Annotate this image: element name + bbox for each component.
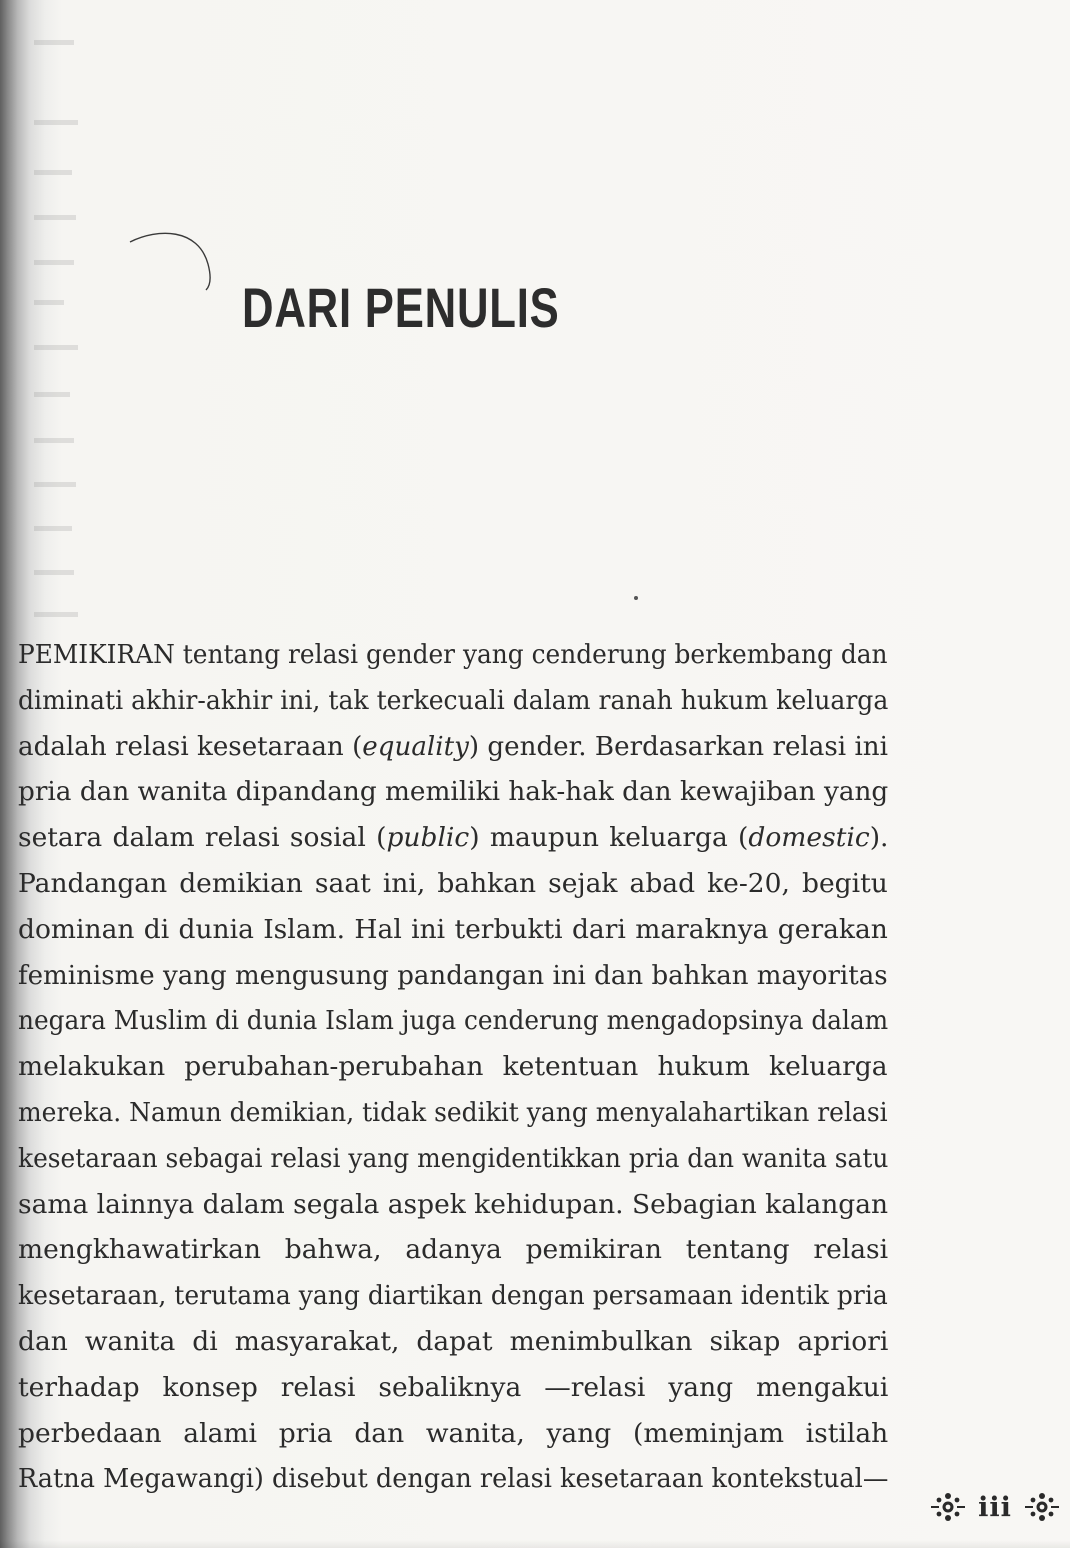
text-segment: ) maupun keluarga ( [469, 822, 749, 854]
text-line [18, 1090, 888, 1136]
text-segment: kesetaraan sebagai relasi yang mengidentikkan pria dan wanita satu [18, 1142, 889, 1174]
paper-crease-mark [128, 224, 228, 304]
text-segment: diminati akhir-akhir ini, tak terkecuali dalam ranah hukum keluarga [18, 684, 889, 716]
text-line [18, 1365, 888, 1411]
text-line [18, 1456, 888, 1502]
text-line [18, 861, 888, 907]
text-line [18, 632, 888, 678]
text-segment: dan wanita di masyarakat, dapat menimbulkan sikap apriori [18, 1325, 889, 1357]
text-line [18, 1136, 888, 1182]
text-segment: dominan di dunia Islam. Hal ini terbukti dari maraknya gerakan [18, 913, 888, 945]
text-segment: terhadap konsep relasi sebaliknya —relasi yang mengakui [18, 1371, 889, 1403]
text-segment: sama lainnya dalam segala aspek kehidupan. Sebagian kalangan [18, 1188, 889, 1220]
page-edge-shadow [0, 1540, 1070, 1548]
text-line [18, 953, 888, 999]
text-line [18, 678, 888, 724]
body-paragraph [18, 632, 888, 1502]
text-segment: PEMIKIRAN tentang relasi gender yang cenderung berkembang dan [18, 639, 888, 670]
text-segment: pria dan wanita dipandang memiliki hak-hak dan kewajiban yang [18, 776, 889, 808]
text-segment: Ratna Megawangi) disebut dengan relasi kesetaraan kontekstual— [18, 1463, 889, 1495]
text-line [18, 1273, 888, 1319]
text-line [18, 907, 888, 953]
ink-speck [634, 596, 638, 600]
text-line [18, 724, 888, 770]
text-segment: melakukan perubahan-perubahan ketentuan hukum keluarga [18, 1051, 888, 1083]
italic-term: equality [362, 730, 469, 762]
text-segment: feminisme yang mengusung pandangan ini dan bahkan mayoritas [18, 959, 888, 991]
text-segment: mereka. Namun demikian, tidak sedikit yang menyalahartikan relasi [18, 1096, 888, 1128]
text-segment: negara Muslim di dunia Islam juga cenderung mengadopsinya dalam [18, 1005, 889, 1037]
page-footer [930, 1487, 1060, 1527]
text-segment: Pandangan demikian saat ini, bahkan sejak abad ke-20, begitu [18, 867, 888, 899]
text-line [18, 1044, 888, 1090]
italic-term: domestic [748, 822, 870, 854]
text-line [18, 815, 888, 861]
text-segment: perbedaan alami pria dan wanita, yang (meminjam istilah [18, 1417, 889, 1449]
text-segment: kesetaraan, terutama yang diartikan dengan persamaan identik pria [18, 1280, 888, 1312]
text-line [18, 1319, 888, 1365]
text-segment: ). [869, 822, 889, 854]
text-segment: ) gender. Berdasarkan relasi ini [468, 730, 889, 762]
text-line [18, 1227, 888, 1273]
page-number: iii [978, 1491, 1012, 1523]
text-segment: mengkhawatirkan bahwa, adanya pemikiran tentang relasi [18, 1234, 889, 1266]
text-segment: adalah relasi kesetaraan ( [18, 730, 363, 762]
floral-ornament-icon [930, 1492, 966, 1522]
text-line [18, 1411, 888, 1457]
text-line [18, 769, 888, 815]
chapter-heading: DARI PENULIS [242, 276, 560, 339]
text-segment: setara dalam relasi sosial ( [18, 822, 387, 854]
text-line [18, 998, 888, 1044]
italic-term: public [386, 822, 470, 854]
floral-ornament-icon [1024, 1492, 1060, 1522]
text-line [18, 1182, 888, 1228]
